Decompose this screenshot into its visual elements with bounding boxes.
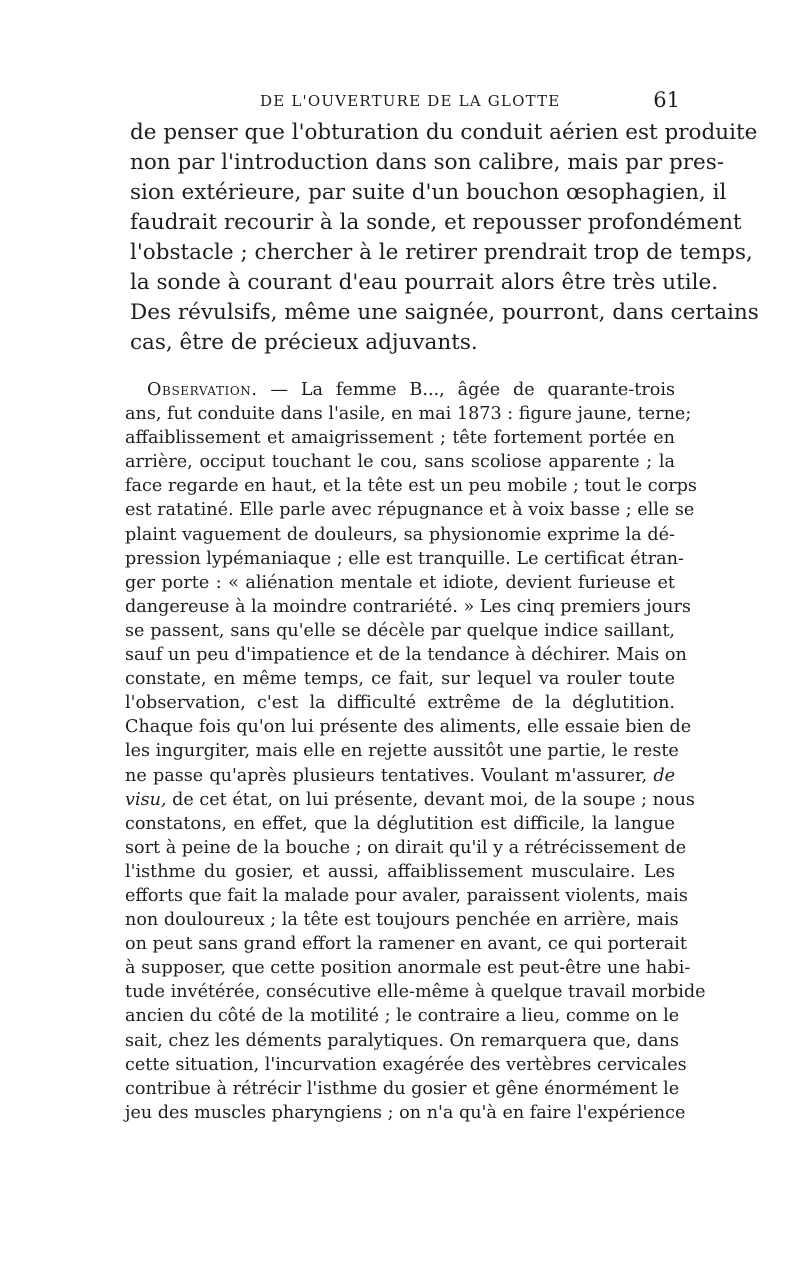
text-line: constate, en même temps, ce fait, sur lequel va rouler toute [125, 669, 675, 690]
text-line: efforts que fait la malade pour avaler, paraissent violents, mais [125, 885, 688, 906]
text-line: ancien du côté de la motilité ; le contraire a lieu, comme on le [125, 1006, 680, 1027]
text-line: Chaque fois qu'on lui présente des aliments, elle essaie bien de [125, 717, 692, 738]
observation-paragraph [125, 378, 706, 1125]
text-line: Des révulsifs, même une saignée, pourront, dans certains [130, 300, 759, 325]
text-line: cas, être de précieux adjuvants. [130, 330, 478, 355]
text-segment: ne passe qu'après plusieurs tentatives. Voulant m'assurer, [125, 765, 648, 786]
text-line: sait, chez les déments paralytiques. On remarquera que, dans [125, 1030, 679, 1051]
text-line: contribue à rétrécir l'isthme du gosier et gêne énormément le [125, 1078, 680, 1099]
text-line: non douloureux ; la tête est toujours penchée en arrière, mais [125, 910, 679, 931]
page-number: 61 [653, 88, 680, 112]
text-line: l'isthme du gosier, et aussi, affaiblissement musculaire. Les [125, 861, 675, 882]
text-line: faudrait recourir à la sonde, et repousser profondément [130, 210, 742, 235]
text-line: affaiblissement et amaigrissement ; tête fortement portée en [125, 428, 675, 449]
text-line: ans, fut conduite dans l'asile, en mai 1873 : figure jaune, terne; [125, 404, 692, 425]
running-head [125, 88, 680, 118]
observation-label: Observation. [147, 380, 258, 400]
text-line: l'observation, c'est la difficulté extrême de la déglutition. [125, 693, 675, 714]
text-line: pression lypémaniaque ; elle est tranquille. Le certificat étran- [125, 548, 684, 569]
text-line: face regarde en haut, et la tête est un peu mobile ; tout le corps [125, 476, 697, 497]
italic-de: de [653, 765, 675, 786]
observation-first-line-text: — La femme B..., âgée de quarante-trois [257, 380, 675, 400]
text-segment: de cet état, on lui présente, devant moi, de la soupe ; nous [166, 789, 695, 810]
text-line-with-italic [125, 788, 695, 812]
text-line: dangereuse à la moindre contrariété. » Les cinq premiers jours [125, 596, 691, 617]
text-line: est ratatiné. Elle parle avec répugnance et à voix basse ; elle se [125, 500, 695, 521]
text-line: sauf un peu d'impatience et de la tendance à déchirer. Mais on [125, 645, 687, 666]
text-line: sort à peine de la bouche ; on dirait qu'il y a rétrécissement de [125, 837, 687, 858]
text-line: la sonde à courant d'eau pourrait alors être très utile. [130, 270, 719, 295]
text-line: les ingurgiter, mais elle en rejette aussitôt une partie, le reste [125, 741, 679, 762]
text-line: cette situation, l'incurvation exagérée des vertèbres cervicales [125, 1054, 687, 1075]
intro-paragraph [130, 118, 759, 358]
text-line: arrière, occiput touchant le cou, sans scoliose apparente ; la [125, 452, 675, 473]
italic-visu: visu, [125, 789, 167, 810]
text-line-with-italic [125, 764, 675, 788]
text-line: se passent, sans qu'elle se décèle par quelque indice saillant, [125, 620, 675, 641]
text-line: constatons, en effet, que la déglutition est difficile, la langue [125, 813, 675, 834]
text-line: plaint vaguement de douleurs, sa physionomie exprime la dé- [125, 524, 675, 545]
observation-first-line [125, 378, 675, 402]
text-line: on peut sans grand effort la ramener en avant, ce qui porterait [125, 934, 687, 955]
text-line: l'obstacle ; chercher à le retirer prendrait trop de temps, [130, 240, 753, 265]
text-line: tude invétérée, consécutive elle-même à quelque travail morbide [125, 982, 706, 1003]
text-line: jeu des muscles pharyngiens ; on n'a qu'à en faire l'expérience [125, 1102, 686, 1123]
text-line: sion extérieure, par suite d'un bouchon œsophagien, il [130, 180, 727, 205]
text-line: de penser que l'obturation du conduit aérien est produite [130, 120, 758, 145]
running-title: DE L'OUVERTURE DE LA GLOTTE [260, 92, 561, 110]
text-line: à supposer, que cette position anormale est peut-être une habi- [125, 958, 691, 979]
text-line: non par l'introduction dans son calibre, mais par pres- [130, 150, 725, 175]
text-line: ger porte : « aliénation mentale et idiote, devient furieuse et [125, 572, 675, 593]
